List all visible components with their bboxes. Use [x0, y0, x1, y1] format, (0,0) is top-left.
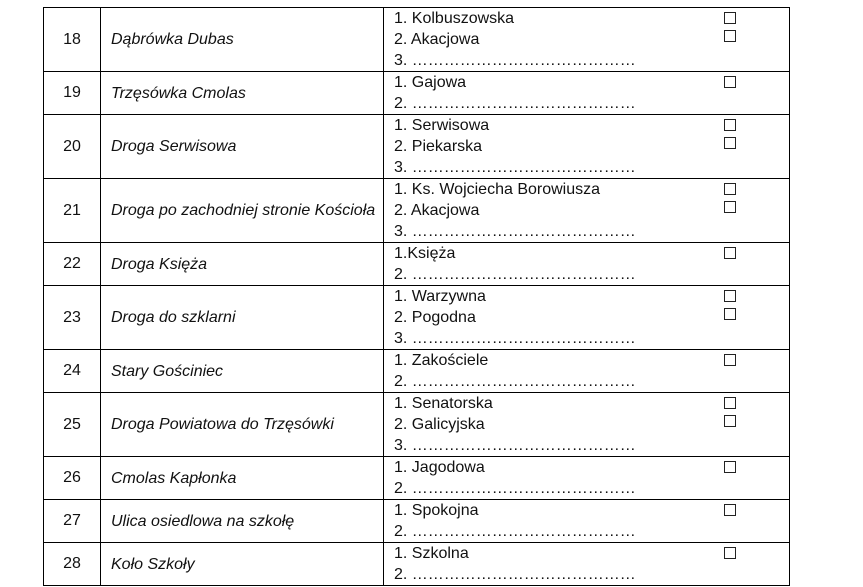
- road-name: Droga do szklarni: [101, 286, 384, 350]
- table-row: [44, 543, 790, 586]
- row-number: 28: [44, 543, 101, 586]
- option-1: 1. Warzywna: [394, 288, 486, 305]
- option-1-checkbox[interactable]: [724, 290, 736, 302]
- row-number: 21: [44, 179, 101, 243]
- option-blank: 2. ……………………………………: [394, 566, 636, 583]
- option-blank: 3. ……………………………………: [394, 330, 636, 347]
- option-2: 2. Akacjowa: [394, 202, 480, 219]
- option-blank: 3. ……………………………………: [394, 159, 636, 176]
- name-options: [384, 543, 790, 586]
- road-name: Droga Serwisowa: [101, 115, 384, 179]
- name-options: [384, 350, 790, 393]
- option-blank: 2. ……………………………………: [394, 95, 636, 112]
- option-1-checkbox[interactable]: [724, 183, 736, 195]
- option-blank: 2. ……………………………………: [394, 480, 636, 497]
- table-row: [44, 286, 790, 350]
- row-number: 18: [44, 8, 101, 72]
- table-row: [44, 457, 790, 500]
- option-blank: 2. ……………………………………: [394, 266, 636, 283]
- option-1: 1. Zakościele: [394, 352, 489, 369]
- option-1: 1. Kolbuszowska: [394, 10, 515, 27]
- road-name: Droga Powiatowa do Trzęsówki: [101, 393, 384, 457]
- option-2-checkbox[interactable]: [724, 201, 736, 213]
- option-1-checkbox[interactable]: [724, 354, 736, 366]
- name-options: [384, 179, 790, 243]
- road-name: Droga Księża: [101, 243, 384, 286]
- option-1-checkbox[interactable]: [724, 504, 736, 516]
- road-name: Cmolas Kapłonka: [101, 457, 384, 500]
- table-row: [44, 243, 790, 286]
- option-1-checkbox[interactable]: [724, 119, 736, 131]
- option-1-checkbox[interactable]: [724, 547, 736, 559]
- row-number: 23: [44, 286, 101, 350]
- name-options: [384, 8, 790, 72]
- name-options: [384, 115, 790, 179]
- option-1-checkbox[interactable]: [724, 461, 736, 473]
- row-number: 19: [44, 72, 101, 115]
- road-name: Ulica osiedlowa na szkołę: [101, 500, 384, 543]
- road-name: Stary Gościniec: [101, 350, 384, 393]
- street-naming-table: [43, 7, 790, 586]
- option-1-checkbox[interactable]: [724, 247, 736, 259]
- name-options: [384, 243, 790, 286]
- table-row: [44, 8, 790, 72]
- option-1: 1. Spokojna: [394, 502, 479, 519]
- option-blank: 3. ……………………………………: [394, 223, 636, 240]
- option-2-checkbox[interactable]: [724, 415, 736, 427]
- road-name: Koło Szkoły: [101, 543, 384, 586]
- option-1: 1. Ks. Wojciecha Borowiusza: [394, 181, 601, 198]
- option-2-checkbox[interactable]: [724, 308, 736, 320]
- option-1: 1.Księża: [394, 245, 456, 262]
- name-options: [384, 286, 790, 350]
- option-1: 1. Jagodowa: [394, 459, 485, 476]
- name-options: [384, 457, 790, 500]
- table-row: [44, 115, 790, 179]
- road-name: Droga po zachodniej stronie Kościoła: [101, 179, 384, 243]
- table-row: [44, 350, 790, 393]
- row-number: 20: [44, 115, 101, 179]
- name-options: [384, 72, 790, 115]
- table-row: [44, 179, 790, 243]
- road-name: Trzęsówka Cmolas: [101, 72, 384, 115]
- option-1: 1. Senatorska: [394, 395, 493, 412]
- option-blank: 2. ……………………………………: [394, 523, 636, 540]
- table-row: [44, 72, 790, 115]
- option-2-checkbox[interactable]: [724, 30, 736, 42]
- row-number: 22: [44, 243, 101, 286]
- option-2: 2. Akacjowa: [394, 31, 480, 48]
- option-1: 1. Szkolna: [394, 545, 469, 562]
- row-number: 26: [44, 457, 101, 500]
- road-name: Dąbrówka Dubas: [101, 8, 384, 72]
- name-options: [384, 393, 790, 457]
- option-blank: 2. ……………………………………: [394, 373, 636, 390]
- option-blank: 3. ……………………………………: [394, 437, 636, 454]
- option-2: 2. Pogodna: [394, 309, 476, 326]
- row-number: 27: [44, 500, 101, 543]
- name-options: [384, 500, 790, 543]
- option-1-checkbox[interactable]: [724, 12, 736, 24]
- option-1: 1. Serwisowa: [394, 117, 490, 134]
- row-number: 25: [44, 393, 101, 457]
- option-1-checkbox[interactable]: [724, 397, 736, 409]
- option-2: 2. Galicyjska: [394, 416, 485, 433]
- option-1: 1. Gajowa: [394, 74, 467, 91]
- table-row: [44, 393, 790, 457]
- option-1-checkbox[interactable]: [724, 76, 736, 88]
- option-2-checkbox[interactable]: [724, 137, 736, 149]
- option-2: 2. Piekarska: [394, 138, 483, 155]
- table-row: [44, 500, 790, 543]
- row-number: 24: [44, 350, 101, 393]
- option-blank: 3. ……………………………………: [394, 52, 636, 69]
